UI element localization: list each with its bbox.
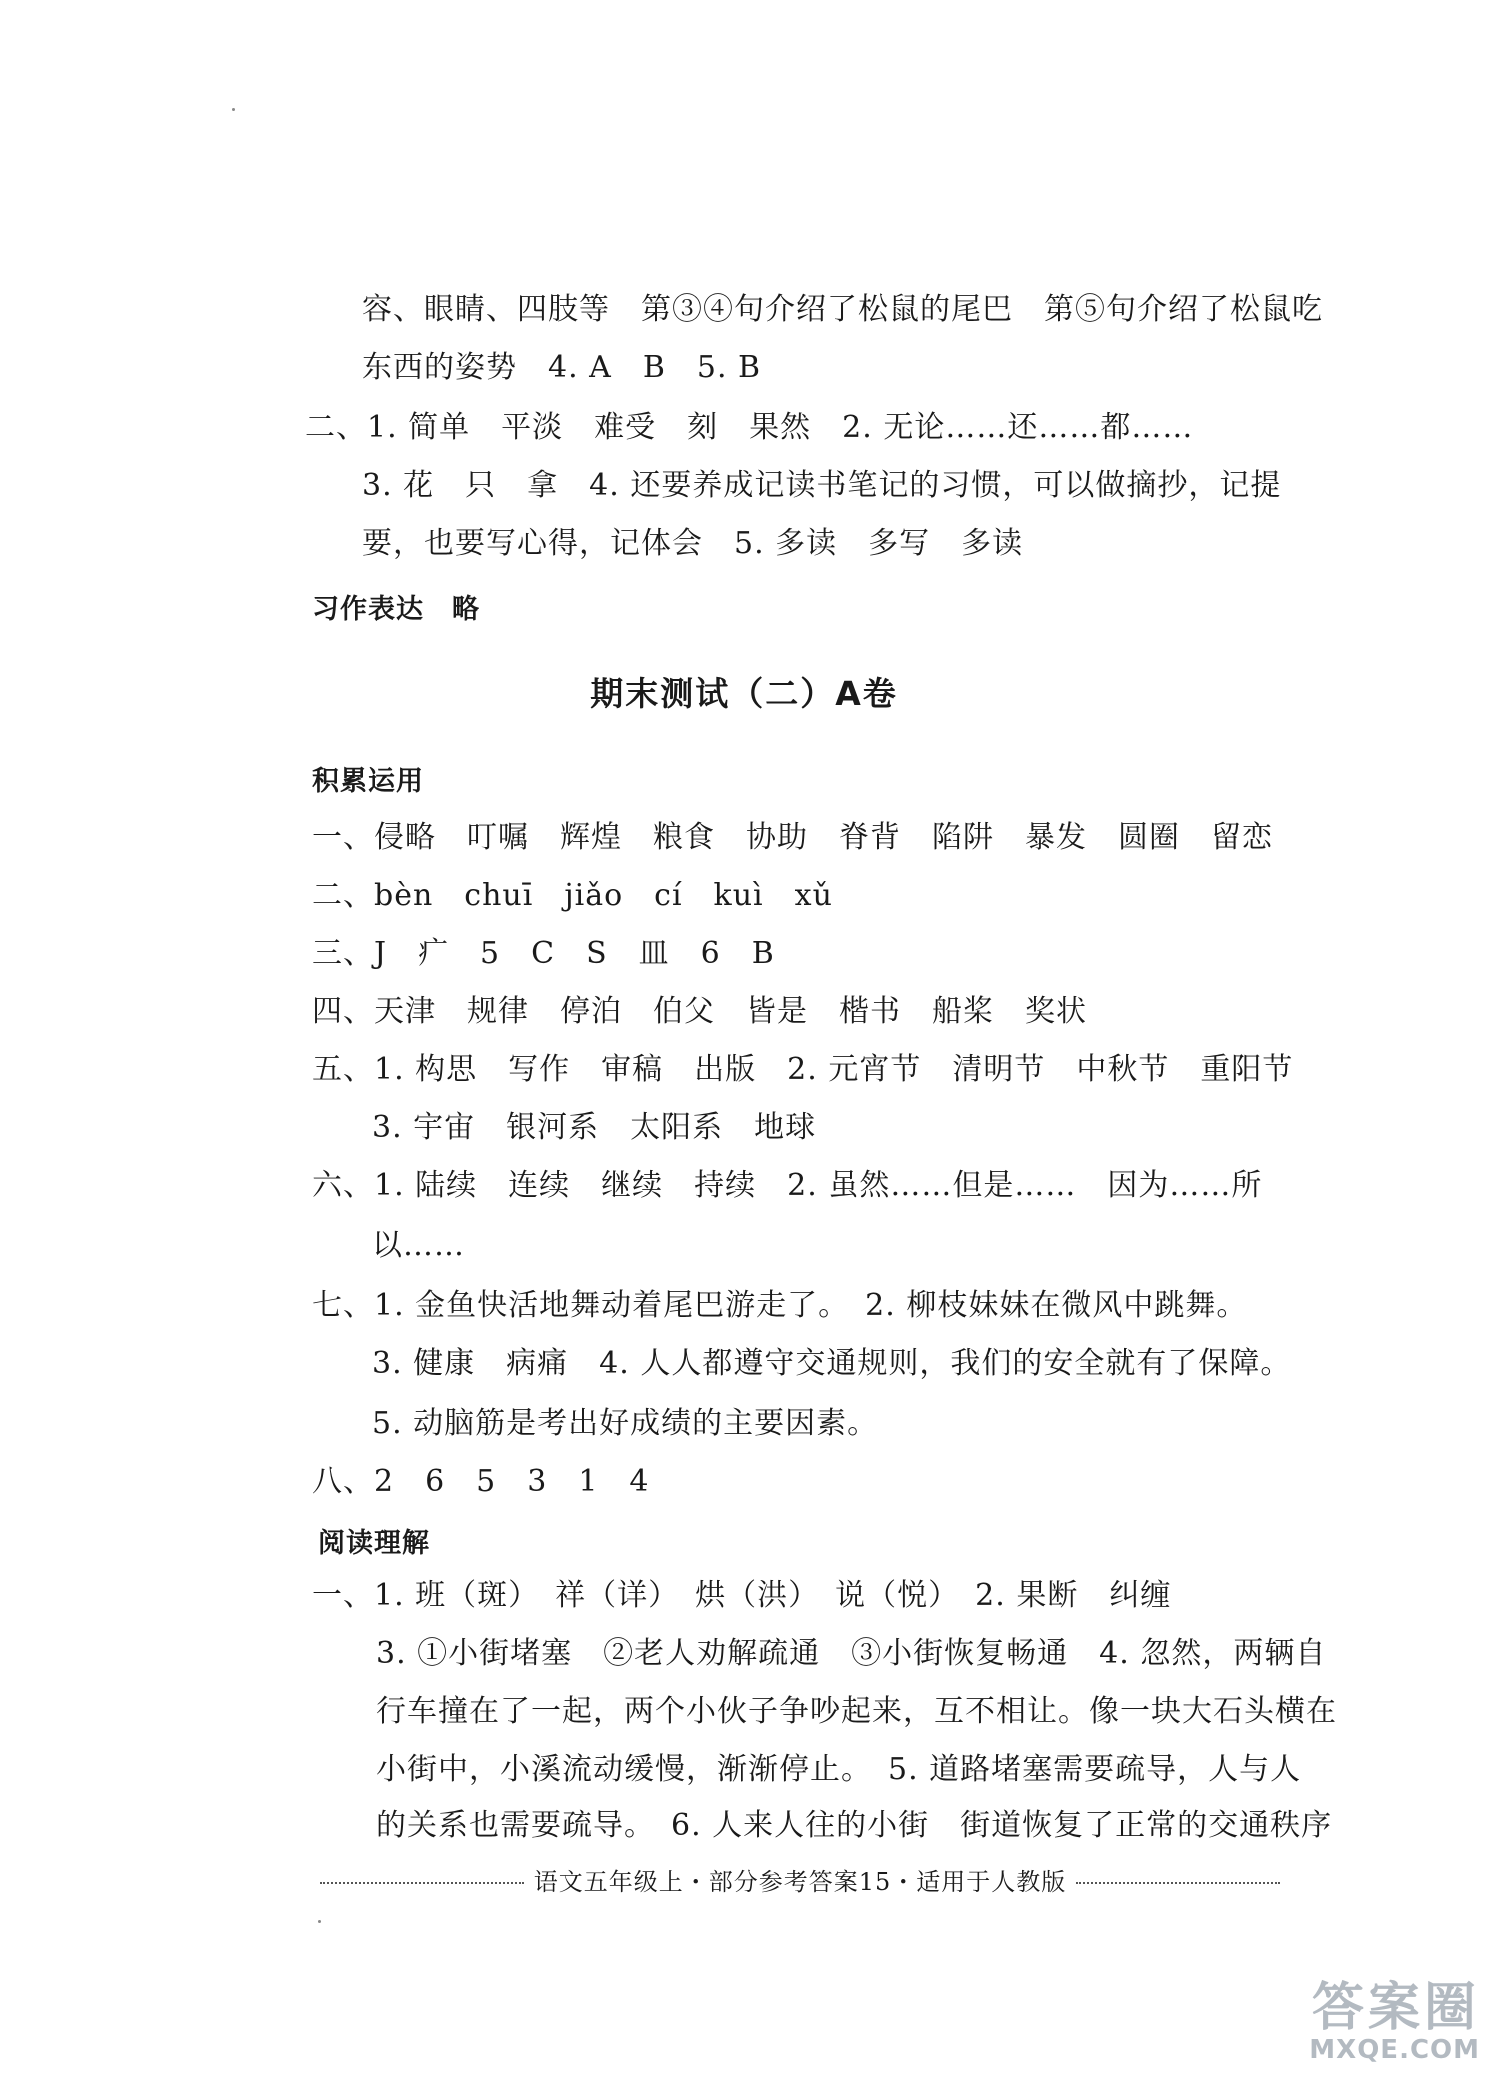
answer-line: 3. 宇宙 银河系 太阳系 地球 (372, 1110, 817, 1145)
watermark-text: 答案圈 (1311, 1978, 1480, 2038)
watermark-url: MXQE.COM (1309, 2035, 1480, 2065)
footer-text: 语文五年级上・部分参考答案15・适用于人教版 (533, 1868, 1067, 1896)
section-title: 期末测试（二）A卷 (590, 674, 898, 713)
answer-line: 一、1. 班（斑） 祥（详） 烘（洪） 说（悦） 2. 果断 纠缠 (312, 1578, 1172, 1613)
text-line: 要，也要写心得，记体会 5. 多读 多写 多读 (362, 526, 1024, 561)
answer-line: 三、J 疒 5 C S 皿 6 B (312, 936, 775, 971)
footer-dotted-rule-right (1076, 1882, 1280, 1884)
answer-line: 小街中，小溪流动缓慢，渐渐停止。 5. 道路堵塞需要疏导，人与人 (376, 1752, 1302, 1787)
answer-line: 3. 健康 病痛 4. 人人都遵守交通规则，我们的安全就有了保障。 (372, 1346, 1292, 1381)
answer-line: 3. ①小街堵塞 ②老人劝解疏通 ③小街恢复畅通 4. 忽然，两辆自 (376, 1636, 1327, 1671)
scan-speck (232, 108, 235, 111)
accumulation-heading: 积累运用 (312, 766, 424, 797)
answer-line: 七、1. 金鱼快活地舞动着尾巴游走了。 2. 柳枝妹妹在微风中跳舞。 (312, 1288, 1248, 1323)
answer-line: 六、1. 陆续 连续 继续 持续 2. 虽然……但是…… 因为……所 (312, 1168, 1263, 1203)
answer-line: 一、侵略 叮嘱 辉煌 粮食 协助 脊背 陷阱 暴发 圆圈 留恋 (312, 820, 1273, 855)
answer-line: 5. 动脑筋是考出好成绩的主要因素。 (372, 1406, 879, 1441)
text-line: 3. 花 只 拿 4. 还要养成记读书笔记的习惯，可以做摘抄，记提 (362, 468, 1282, 503)
answer-line: 八、2 6 5 3 1 4 (312, 1464, 650, 1499)
answer-line: 行车撞在了一起，两个小伙子争吵起来，互不相让。像一块大石头横在 (376, 1694, 1337, 1729)
footer-dotted-rule-left (320, 1882, 524, 1884)
text-line: 东西的姿势 4. A B 5. B (362, 350, 762, 385)
scan-speck (318, 1920, 321, 1923)
answer-line: 五、1. 构思 写作 审稿 出版 2. 元宵节 清明节 中秋节 重阳节 (312, 1052, 1294, 1087)
writing-section-heading: 习作表达 略 (312, 594, 480, 625)
answer-line: 四、天津 规律 停泊 伯父 皆是 楷书 船桨 奖状 (312, 994, 1087, 1029)
answer-line: 以…… (372, 1228, 465, 1263)
answer-line: 二、bèn chuī jiǎo cí kuì xǔ (312, 878, 833, 913)
watermark-logo (1150, 1980, 1480, 2070)
page-footer (320, 1862, 1280, 1897)
answer-line: 的关系也需要疏导。 6. 人来人往的小街 街道恢复了正常的交通秩序 (376, 1808, 1333, 1843)
text-line: 二、1. 简单 平淡 难受 刻 果然 2. 无论……还……都…… (305, 410, 1194, 445)
reading-heading: 阅读理解 (318, 1528, 430, 1559)
text-line: 容、眼睛、四肢等 第③④句介绍了松鼠的尾巴 第⑤句介绍了松鼠吃 (362, 292, 1323, 327)
